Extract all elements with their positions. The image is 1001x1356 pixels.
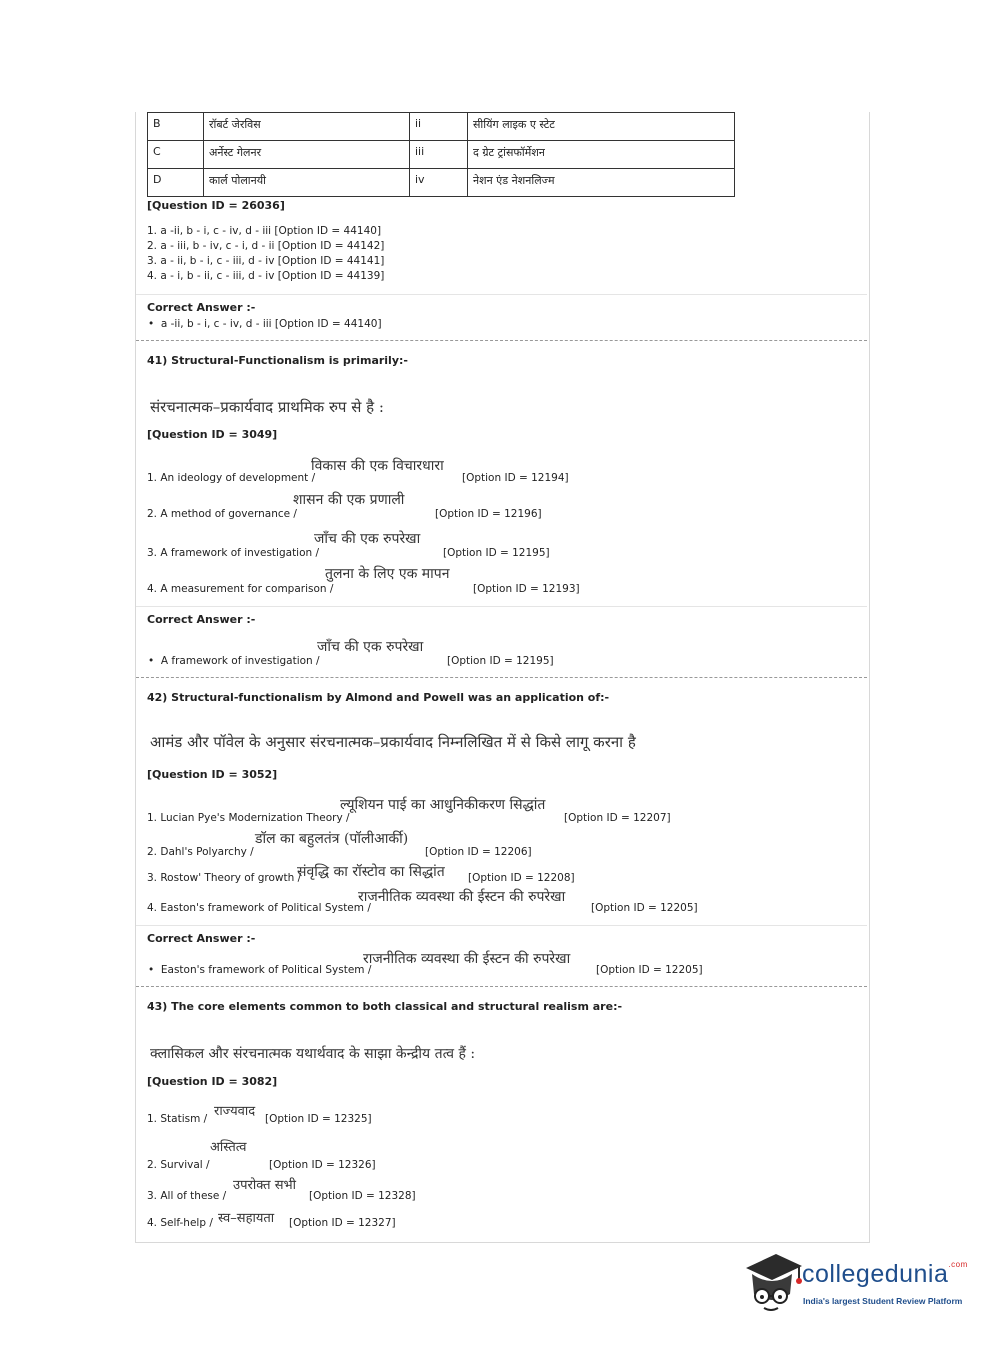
divider	[136, 606, 867, 607]
option: 3. A framework of investigation /	[147, 547, 320, 559]
option: 2. Dahl's Polyarchy /	[147, 846, 254, 858]
option: 1. Statism /	[147, 1113, 208, 1125]
mascot-icon	[742, 1250, 804, 1318]
brand-tagline: India's largest Student Review Platform	[803, 1296, 963, 1306]
correct-answer-label: Correct Answer :-	[147, 301, 256, 314]
option: 2. A method of governance /	[147, 508, 297, 520]
question-id: [Question ID = 3082]	[147, 1075, 278, 1088]
question-id: [Question ID = 26036]	[147, 199, 285, 212]
option: 1. Lucian Pye's Modernization Theory /	[147, 812, 350, 824]
question-id: [Question ID = 3049]	[147, 428, 278, 441]
option: 4. a - i, b - ii, c - iii, d - iv [Option ID = 44139]	[147, 270, 385, 282]
option: 2. a - iii, b - iv, c - i, d - ii [Option ID = 44142]	[147, 240, 385, 252]
correct-answer: • a -ii, b - i, c - iv, d - iii [Option ID = 44140]	[148, 318, 382, 330]
option: 3. a - ii, b - i, c - iii, d - iv [Option ID = 44141]	[147, 255, 385, 267]
divider	[136, 294, 867, 295]
question-title: 43) The core elements common to both classical and structural realism are:-	[147, 1000, 623, 1013]
table-row: C अर्नेस्ट गेलनर iii द ग्रेट ट्रांसफॉर्मेशन	[148, 141, 735, 169]
question-hindi: क्लासिकल और संरचनात्मक यथार्थवाद के साझा केन्द्रीय तत्व हैं :	[150, 1046, 476, 1062]
option: 4. Self-help /	[147, 1217, 213, 1229]
correct-answer-label: Correct Answer :-	[147, 613, 256, 626]
match-table	[147, 112, 735, 197]
table-row: B रॉबर्ट जेरविस ii सीयिंग लाइक ए स्टेट	[148, 113, 735, 141]
option: 3. All of these /	[147, 1190, 227, 1202]
question-title: 42) Structural-functionalism by Almond and Powell was an application of:-	[147, 691, 610, 704]
correct-answer: • A framework of investigation /	[148, 655, 320, 667]
question-divider	[136, 340, 867, 341]
table-row: D कार्ल पोलानयी iv नेशन एंड नेशनलिज्म	[148, 169, 735, 197]
question-hindi: संरचनात्मक–प्रकार्यवाद प्राथमिक रुप से है :	[150, 398, 384, 416]
question-divider	[136, 986, 867, 987]
question-hindi: आमंड और पॉवेल के अनुसार संरचनात्मक–प्रकार्यवाद निम्नलिखित में से किसे लागू करना है	[150, 733, 636, 751]
correct-answer: • Easton's framework of Political System /	[148, 964, 372, 976]
option: 4. Easton's framework of Political System /	[147, 902, 371, 914]
brand-name: collegedunia$^{.com}$	[802, 1260, 968, 1288]
question-title: 41) Structural-Functionalism is primarily:-	[147, 354, 408, 367]
question-id: [Question ID = 3052]	[147, 768, 278, 781]
question-divider	[136, 677, 867, 678]
option: 2. Survival /	[147, 1159, 210, 1171]
collegedunia-logo	[742, 1250, 972, 1320]
option: 1. An ideology of development /	[147, 472, 316, 484]
divider	[136, 925, 867, 926]
option: 1. a -ii, b - i, c - iv, d - iii [Option ID = 44140]	[147, 225, 382, 237]
correct-answer-label: Correct Answer :-	[147, 932, 256, 945]
option: 3. Rostow' Theory of growth /	[147, 872, 302, 884]
option: 4. A measurement for comparison /	[147, 583, 334, 595]
